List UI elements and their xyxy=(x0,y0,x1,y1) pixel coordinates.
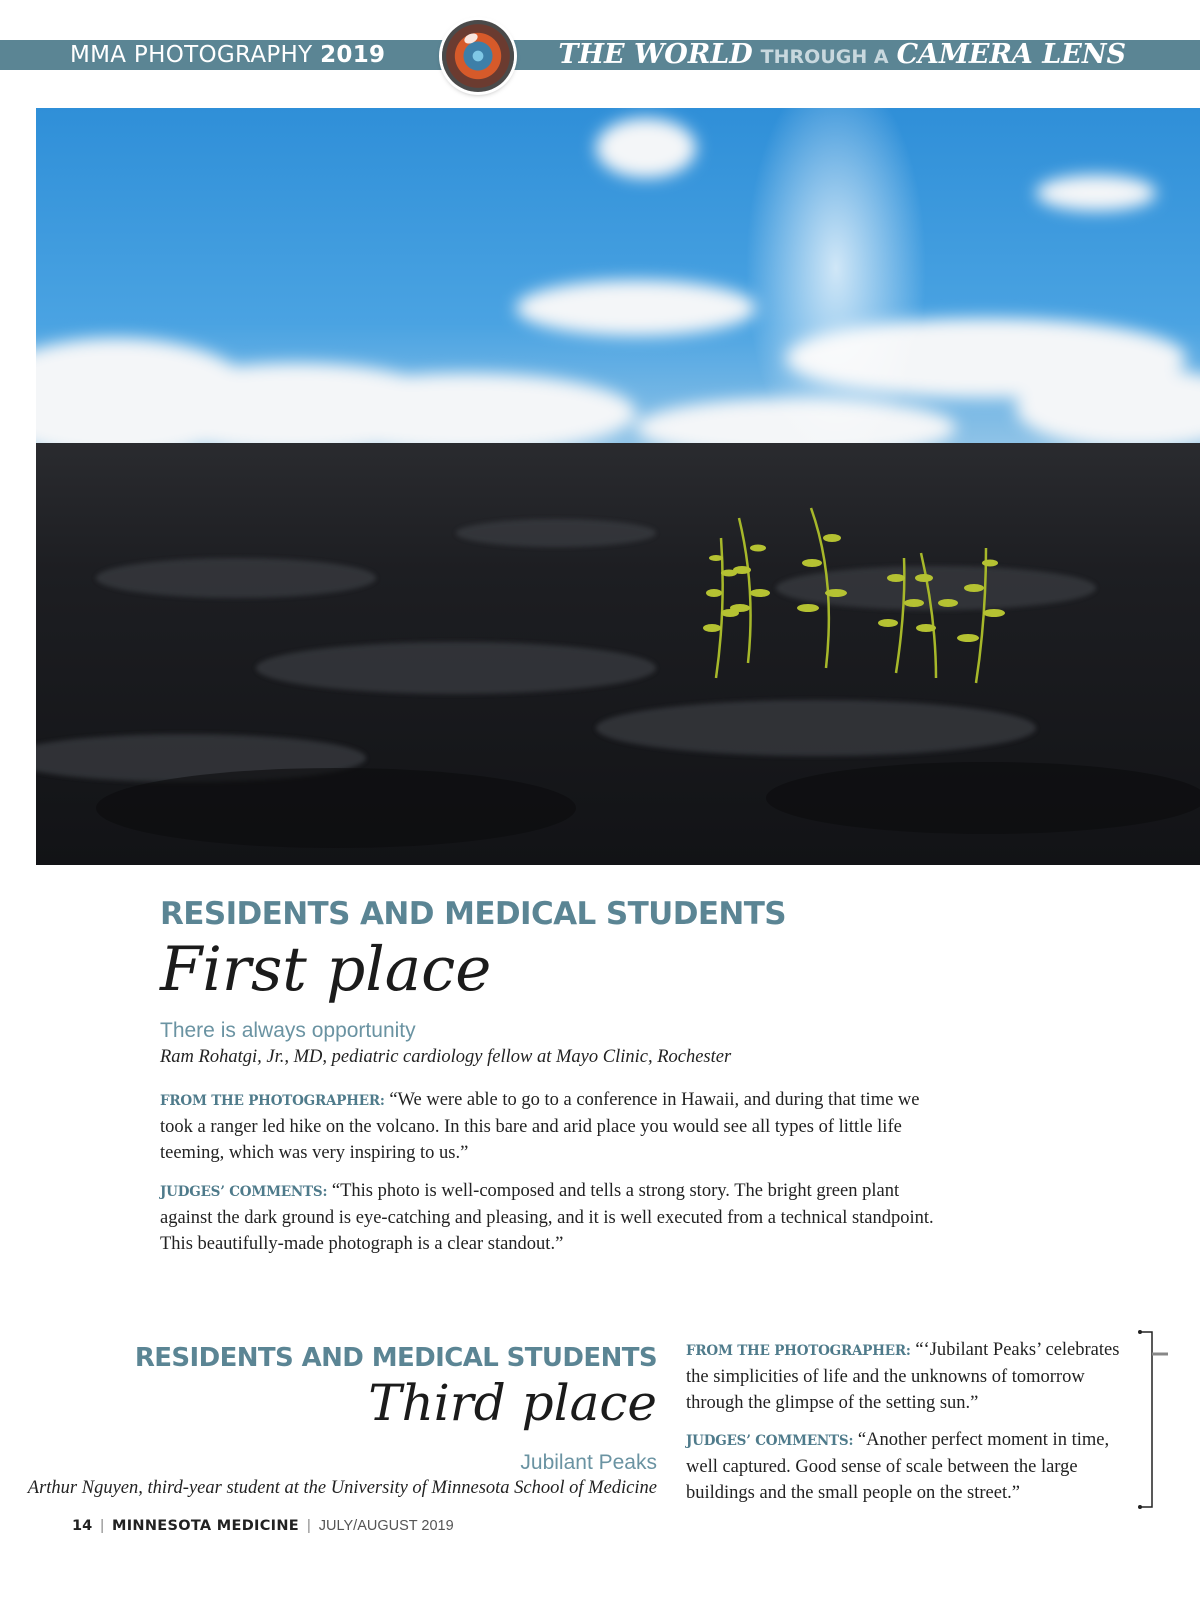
third-entry-author: Arthur Nguyen, third-year student at the University of Minnesota School of Medicine xyxy=(27,1478,657,1498)
first-entry-author: Ram Rohatgi, Jr., MD, pediatric cardiology fellow at Mayo Clinic, Rochester xyxy=(160,1047,732,1067)
third-entry-category: RESIDENTS AND MEDICAL STUDENTS xyxy=(134,1343,657,1373)
issue-date: JULY/AUGUST 2019 xyxy=(318,1518,454,1534)
judges-label: JUDGES’ COMMENTS: xyxy=(160,1184,328,1200)
tagline-part-1: THE WORLD xyxy=(558,39,753,70)
judges-label: JUDGES’ COMMENTS: xyxy=(686,1433,854,1449)
first-entry-place: First place xyxy=(160,934,492,1005)
first-entry-photographer-quote xyxy=(160,1087,950,1166)
judges-text: “Another perfect moment in time, well captured. Good sense of scale between the large buildings and the small people on the street.” xyxy=(686,1430,1110,1503)
first-place-photo xyxy=(36,108,1200,865)
page-number: 14 xyxy=(72,1518,93,1534)
photographer-label: FROM THE PHOTOGRAPHER: xyxy=(160,1093,385,1109)
first-entry-photo-title: There is always opportunity xyxy=(160,1019,416,1042)
judges-text: “This photo is well-composed and tells a strong story. The bright green plant against the dark ground is eye-catching and pleasing, and it is well executed from a technical standpoint. This beautifully-made photograph is a clear standout.” xyxy=(160,1181,934,1254)
header-section-title xyxy=(70,40,385,70)
tagline-part-3: CAMERA LENS xyxy=(896,39,1126,70)
side-bracket xyxy=(1138,1329,1168,1510)
magazine-name: MINNESOTA MEDICINE xyxy=(111,1518,300,1534)
header-left-text: MMA PHOTOGRAPHY xyxy=(70,42,313,68)
photographer-text: “We were able to go to a conference in Hawaii, and during that time we took a ranger led hike on the volcano. In this bare and arid place you would see all types of little life teeming, which was very inspiring to us.” xyxy=(160,1090,920,1163)
third-entry-photographer-quote xyxy=(686,1337,1141,1416)
page-footer: 14 | MINNESOTA MEDICINE | JULY/AUGUST 2019 xyxy=(72,1518,454,1534)
header-tagline xyxy=(558,40,1126,70)
first-entry-judges-comments xyxy=(160,1178,950,1257)
tagline-part-2: THROUGH A xyxy=(760,46,889,68)
third-entry-photo-title: Jubilant Peaks xyxy=(520,1451,657,1474)
camera-lens-icon xyxy=(442,20,514,92)
photographer-text: “‘Jubilant Peaks’ celebrates the simplicities of life and the unknowns of tomorrow through the glimpse of the setting sun.” xyxy=(686,1340,1120,1413)
header-year: 2019 xyxy=(320,42,386,68)
third-entry-place: Third place xyxy=(368,1374,657,1432)
photographer-label: FROM THE PHOTOGRAPHER: xyxy=(686,1343,911,1359)
first-entry-category: RESIDENTS AND MEDICAL STUDENTS xyxy=(160,896,787,932)
third-entry-judges-comments xyxy=(686,1427,1141,1506)
